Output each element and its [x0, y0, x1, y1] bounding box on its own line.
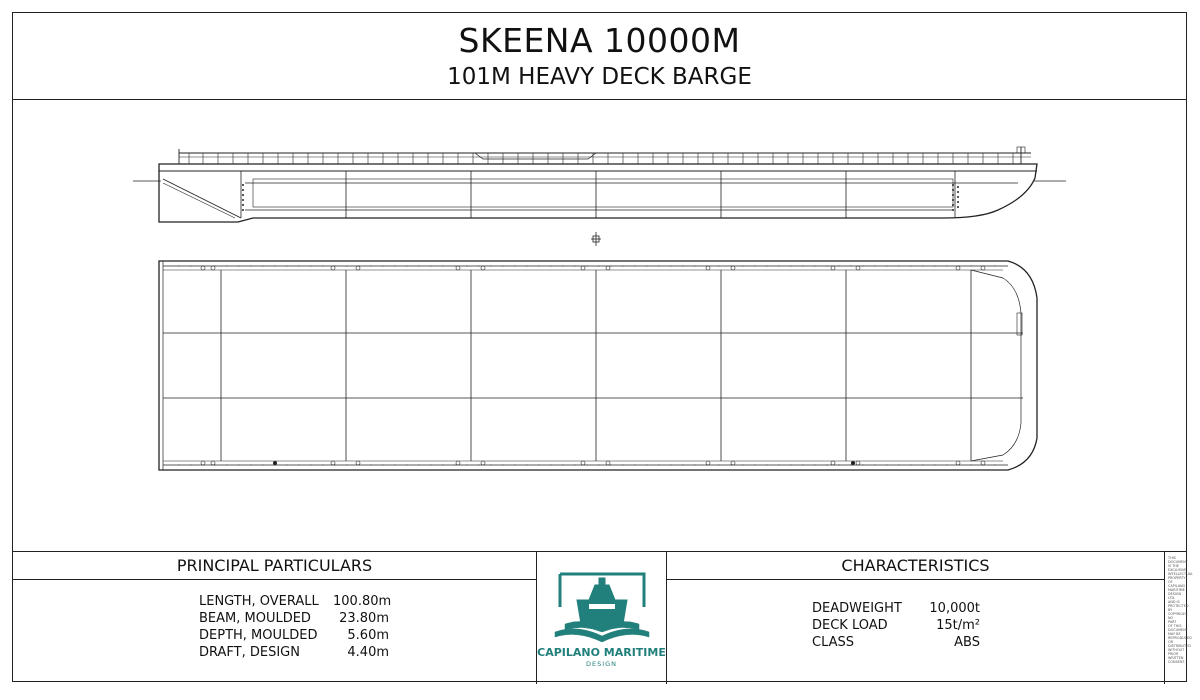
- particular-row: [199, 644, 389, 661]
- particular-value: 100.80m: [333, 594, 392, 609]
- drawing-subtitle: 101M HEAVY DECK BARGE: [447, 64, 752, 90]
- principal-particulars-heading: PRINCIPAL PARTICULARS: [13, 552, 536, 580]
- characteristic-label: DECK LOAD: [812, 618, 888, 633]
- barge-drawing: [13, 13, 1186, 551]
- particular-row: [199, 610, 389, 627]
- characteristic-value: 10,000t: [929, 601, 980, 616]
- drawing-title: SKEENA 10000M: [458, 21, 741, 60]
- centerline-marker: [591, 232, 601, 246]
- particular-label: DRAFT, DESIGN: [199, 645, 300, 660]
- characteristic-value: ABS: [954, 635, 980, 650]
- company-name: CAPILANO MARITIME: [537, 646, 666, 659]
- particular-label: LENGTH, OVERALL: [199, 594, 319, 609]
- particular-row: [199, 593, 392, 610]
- characteristic-row: [812, 600, 980, 617]
- particular-label: BEAM, MOULDED: [199, 611, 311, 626]
- particular-label: DEPTH, MOULDED: [199, 628, 318, 643]
- characteristic-label: DEADWEIGHT: [812, 601, 902, 616]
- particular-value: 4.40m: [347, 645, 389, 660]
- particular-value: 23.80m: [339, 611, 389, 626]
- copyright-notes-panel: [1165, 552, 1193, 684]
- characteristic-row: [812, 617, 980, 634]
- particular-value: 5.60m: [347, 628, 389, 643]
- barge-profile-view: [133, 147, 1066, 222]
- characteristic-value: 15t/m²: [936, 618, 980, 633]
- company-logo-panel: [537, 552, 667, 684]
- barge-plan-view: [159, 261, 1037, 470]
- drawing-sheet: [12, 12, 1193, 682]
- characteristic-row: [812, 634, 980, 651]
- principal-particulars-panel: [13, 552, 537, 684]
- characteristics-table: [812, 600, 980, 651]
- company-tagline: DESIGN: [585, 660, 618, 668]
- title-strip: [13, 551, 1193, 684]
- characteristics-heading: CHARACTERISTICS: [667, 552, 1164, 580]
- copyright-notes: THIS DOCUMENT IS THE EXCLUSIVE INTELLECTUAL PROPERTY OF CAPILANO MARITIME DESIGN LTD. AND IS PROTECTED BY COPYRIGHT. NO PART OF THIS DOCUMENT MAY BE REPRODUCED OR DISTRIBUTED WITHOUT PRIOR WRITTEN CONSENT.: [1168, 556, 1193, 664]
- characteristics-panel: [667, 552, 1165, 684]
- ship-bow-icon: [555, 574, 649, 642]
- principal-particulars-table: [199, 593, 392, 661]
- particular-row: [199, 627, 389, 644]
- characteristic-label: CLASS: [812, 635, 855, 650]
